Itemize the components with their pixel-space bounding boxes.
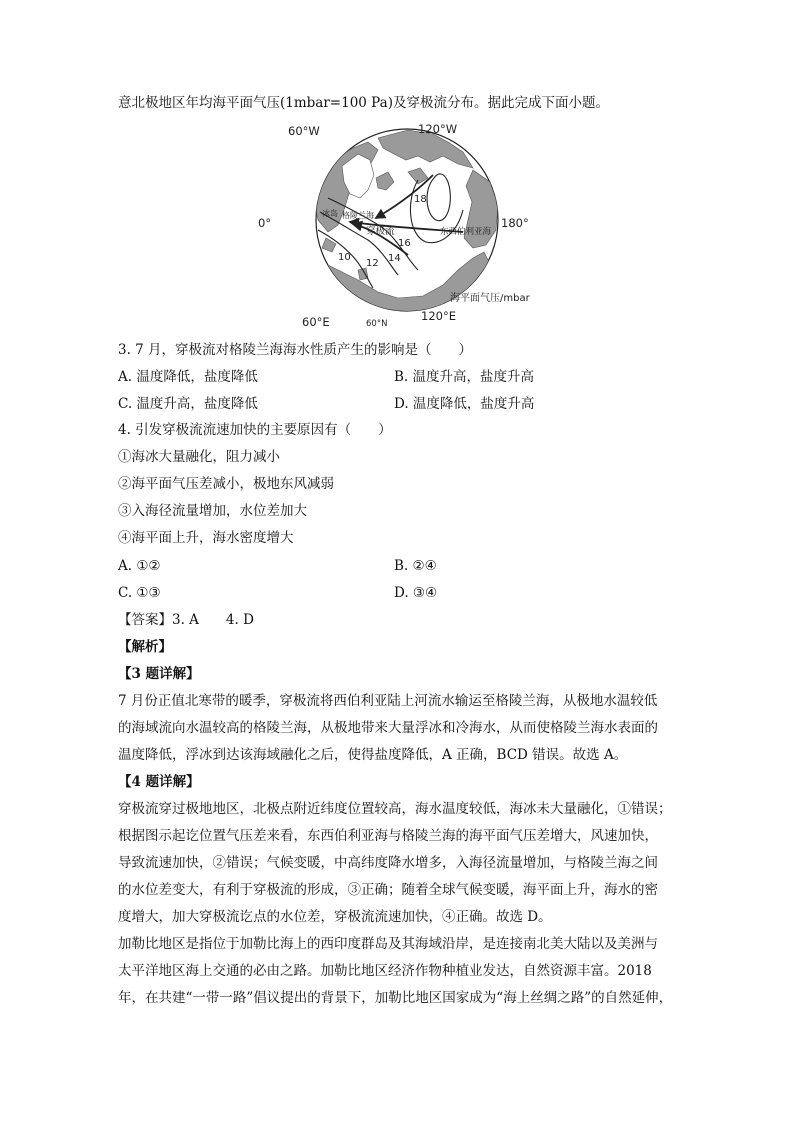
isobar-label-16: 16 — [398, 238, 411, 249]
q3-option-b: B. 温度升高，盐度升高 — [394, 369, 535, 385]
answer-line: 【答案】3. A 4. D — [118, 612, 254, 628]
lat-label-60n: 60°N — [366, 319, 388, 329]
q4-detail-line: 度增大，加大穿极流讫点的水位差，穿极流流速加快，④正确。故选 D。 — [118, 909, 552, 925]
lon-label-60e: 60°E — [302, 315, 330, 329]
isobar-label-10: 10 — [338, 252, 351, 263]
arctic-pressure-map — [258, 120, 548, 332]
analysis-heading: 【解析】 — [118, 639, 172, 655]
q3-detail-line: 7 月份正值北寒带的暖季，穿极流将西伯利亚陆上河流水输运至格陵兰海，从极地水温较低 — [118, 693, 658, 709]
next-passage-line: 加勒比地区是指位于加勒比海上的西印度群岛及其海域沿岸，是连接南北美大陆以及美洲与 — [118, 936, 658, 952]
q3-detail-heading: 【3 题详解】 — [118, 666, 200, 682]
isobar-label-18: 18 — [414, 194, 427, 205]
label-transpolar-drift: 穿极流 — [366, 226, 395, 237]
q4-detail-line: 穿极流穿过极地地区，北极点附近纬度位置较高，海水温度较低，海冰未大量融化，①错误； — [118, 801, 672, 817]
q4-statement-4: ④海平面上升，海水密度增大 — [118, 530, 294, 546]
q4-option-d: D. ③④ — [394, 585, 438, 601]
lon-label-60w: 60°W — [288, 124, 320, 138]
q4-statement-1: ①海冰大量融化，阻力减小 — [118, 449, 280, 465]
next-passage-line: 年，在共建“一带一路”倡议提出的背景下，加勒比地区国家成为“海上丝绸之路”的自然延伸， — [118, 990, 673, 1006]
lon-label-120w: 120°W — [418, 122, 458, 136]
label-east-siberian-sea: 东西伯利亚海 — [440, 227, 492, 237]
q3-detail-line: 的海域流向水温较高的格陵兰海，从极地带来大量浮冰和冷海水，从而使格陵兰海水表面的 — [118, 720, 658, 736]
lon-label-120e: 120°E — [421, 309, 456, 323]
lon-label-180: 180° — [501, 216, 529, 230]
q3-option-d: D. 温度降低，盐度升高 — [394, 396, 535, 412]
q4-detail-line: 根据图示起讫位置气压差来看，东西伯利亚海与格陵兰海的海平面气压差增大，风速加快， — [118, 828, 658, 844]
q3-stem: 3. 7 月，穿极流对格陵兰海海水性质产生的影响是（ ） — [118, 342, 473, 358]
label-greenland-sea: 格陵兰海 — [342, 211, 374, 220]
q3-option-c: C. 温度升高，盐度降低 — [118, 396, 258, 412]
q4-detail-line: 的水位差变大，有利于穿极流的形成，③正确；随着全球气候变暖，海平面上升，海水的密 — [118, 882, 658, 898]
q4-option-c: C. ①③ — [118, 585, 161, 601]
lon-label-0: 0° — [258, 216, 272, 230]
isobar-label-12: 12 — [366, 258, 379, 269]
q4-stem: 4. 引发穿极流流速加快的主要原因有（ ） — [118, 422, 392, 438]
q4-option-a: A. ①② — [118, 558, 161, 574]
isobar-label-14: 14 — [388, 253, 401, 264]
next-passage-line: 太平洋地区海上交通的必由之路。加勒比地区经济作物种植业发达，自然资源丰富。2018 — [118, 963, 652, 979]
q4-statement-2: ②海平面气压差减小，极地东风减弱 — [118, 476, 334, 492]
label-iceland: 冰岛 — [322, 209, 338, 218]
intro-text: 意北极地区年均海平面气压(1mbar=100 Pa)及穿极流分布。据此完成下面小题。 — [118, 95, 609, 111]
q4-option-b: B. ②④ — [394, 558, 437, 574]
map-legend: 海平面气压/mbar — [450, 293, 530, 304]
q3-detail-line: 温度降低，浮冰到达该海域融化之后，使得盐度降低，A 正确，BCD 错误。故选 A。 — [118, 747, 628, 763]
q4-statement-3: ③入海径流量增加，水位差加大 — [118, 503, 307, 519]
q4-detail-heading: 【4 题详解】 — [118, 774, 200, 790]
q4-detail-line: 导致流速加快，②错误；气候变暖，中高纬度降水增多，入海径流量增加，与格陵兰海之间 — [118, 855, 658, 871]
q3-option-a: A. 温度降低，盐度降低 — [118, 369, 258, 385]
